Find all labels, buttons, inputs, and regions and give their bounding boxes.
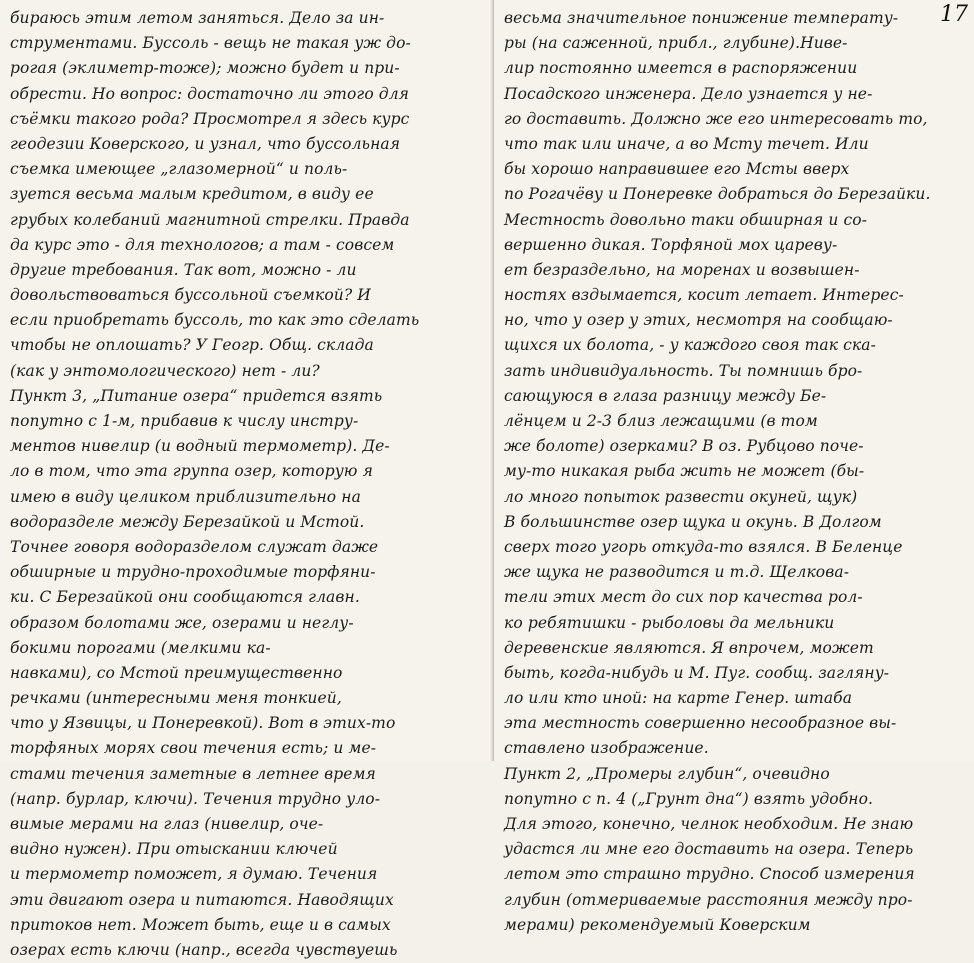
handwritten-line: Точнее говоря водоразделом служат даже — [10, 537, 379, 556]
handwritten-line: (как у энтомологического) нет - ли? — [10, 361, 320, 380]
handwritten-line: го доставить. Должно же его интересовать то, — [504, 109, 928, 128]
handwritten-line: ло или кто иной: на карте Генер. штаба — [504, 689, 853, 708]
handwritten-line: водоразделе между Березайкой и Мстой. — [10, 512, 365, 531]
handwritten-line: весьма значительное понижение температу- — [504, 9, 899, 27]
handwritten-line: В большинстве озер щука и окунь. В Долгом — [504, 512, 882, 531]
handwritten-line: же щука не разводится и т.д. Щелкова- — [504, 563, 850, 582]
handwritten-line: вершенно дикая. Торфяной мох цареву- — [504, 235, 838, 254]
handwritten-line: по Рогачёву и Понеревке добраться до Березайки. — [504, 185, 931, 204]
handwritten-line: другие требования. Так вот, можно - ли — [10, 260, 357, 279]
left-page-text — [10, 6, 488, 963]
handwritten-line: и термометр поможет, я думаю. Течения — [10, 865, 378, 884]
handwritten-line: Местность довольно таки обширная и со- — [504, 210, 868, 229]
handwritten-line: съемка имеющее „глазомерной“ и поль- — [10, 160, 348, 179]
handwritten-line: имею в виду целиком приблизительно на — [10, 487, 361, 506]
right-page-text — [504, 6, 962, 963]
handwritten-line: струментами. Буссоль - вещь не такая уж до- — [10, 34, 411, 53]
handwritten-line: щихся их болота, - у каждого своя так ска- — [504, 336, 876, 355]
handwritten-line: тели этих мест до сих пор качества рол- — [504, 588, 863, 607]
handwritten-line: ставлено изображение. — [504, 739, 709, 758]
handwritten-line: ко ребятишки - рыболовы да мельники — [504, 613, 835, 632]
handwritten-line — [504, 938, 962, 963]
handwritten-line: летом это страшно трудно. Способ измерения — [504, 865, 915, 884]
handwritten-line: съёмки такого рода? Просмотрел я здесь курс — [10, 109, 410, 128]
handwritten-line: глубин (отмериваемые расстояния между про- — [504, 890, 913, 909]
handwritten-line: ментов нивелир (и водный термометр). Де- — [10, 437, 390, 456]
handwritten-line: ры (на саженной, прибл., глубине).Ниве- — [504, 34, 848, 53]
handwritten-line: ло в том, что эта группа озер, которую я — [10, 462, 373, 481]
handwritten-line: стами течения заметные в летнее время — [10, 764, 376, 783]
handwritten-line: обширные и трудно-проходимые торфяни- — [10, 563, 376, 582]
handwritten-line: обрести. Но вопрос: достаточно ли этого для — [10, 84, 410, 103]
handwritten-line: Для этого, конечно, челнок необходим. Не знаю — [504, 815, 914, 833]
handwritten-line: попутно с 1-м, прибавив к числу инстру- — [10, 412, 359, 430]
handwritten-line: (напр. бурлар, ключи). Течения трудно уло- — [10, 789, 381, 808]
handwritten-line: зать индивидуальность. Ты помнишь бро- — [504, 361, 863, 380]
handwritten-line: видно нужен). При отыскании ключей — [10, 840, 338, 859]
handwritten-line: притоков нет. Может быть, еще и в самых — [10, 915, 391, 934]
handwritten-line: навками), со Мстой преимущественно — [10, 663, 343, 682]
handwritten-line: грубых колебаний магнитной стрелки. Правда — [10, 210, 410, 229]
handwritten-line: бокими порогами (мелкими ка- — [10, 638, 271, 657]
handwritten-line: но, что у озер у этих, несмотря на сообщаю- — [504, 311, 893, 330]
handwritten-line: да курс это - для технологов; а там - совсем — [10, 235, 395, 254]
handwritten-line: сверх того угорь откуда-то взялся. В Беленце — [504, 537, 903, 556]
handwritten-line: бираюсь этим летом заняться. Дело за ин- — [10, 9, 385, 27]
handwritten-line: ет безраздельно, на моренах и возвышен- — [504, 260, 860, 279]
handwritten-line: довольствоваться буссольной съемкой? И — [10, 286, 371, 305]
handwritten-line: лир постоянно имеется в распоряжении — [504, 59, 858, 78]
handwritten-line: эта местность совершенно несообразное вы- — [504, 714, 897, 733]
handwritten-line: речками (интересными меня тонкией, — [10, 689, 342, 708]
handwritten-line: зуется весьма малым кредитом, в виду ее — [10, 185, 374, 204]
handwritten-line: озерах есть ключи (напр., всегда чувствуешь — [10, 940, 398, 959]
handwritten-line: бы хорошо направившее его Мсты вверх — [504, 160, 850, 179]
right-page — [494, 0, 974, 934]
handwritten-line: быть, когда-нибудь и М. Пуг. сообщ. загляну- — [504, 663, 890, 682]
handwritten-line: деревенские являются. Я впрочем, может — [504, 638, 874, 657]
handwritten-line: образом болотами же, озерами и неглу- — [10, 613, 354, 632]
handwritten-line: ло много попыток развести окуней, щук) — [504, 487, 858, 506]
handwritten-line: Посадского инженера. Дело узнается у не- — [504, 84, 873, 103]
handwritten-line: ностях вздымается, косит летает. Интерес- — [504, 286, 904, 305]
handwritten-line: вимые мерами на глаз (нивелир, оче- — [10, 815, 324, 833]
page-number: 17 — [940, 2, 968, 27]
handwritten-line: Пункт 3, „Питание озера“ придется взять — [10, 386, 383, 405]
handwritten-line: чтобы не оплошать? У Геогр. Общ. склада — [10, 336, 374, 355]
handwritten-line: лёнцем и 2-3 близ лежащими (в том — [504, 412, 818, 430]
handwritten-line: му-то никакая рыба жить не может (бы- — [504, 462, 865, 481]
handwritten-line: рогая (эклиметр-тоже); можно будет и при- — [10, 59, 400, 78]
handwritten-line: Пункт 2, „Промеры глубин“, очевидно — [504, 764, 830, 783]
handwritten-line: геодезии Коверского, и узнал, что буссольная — [10, 134, 401, 153]
handwritten-line: эти двигают озера и питаются. Наводящих — [10, 890, 394, 909]
handwritten-line: если приобретать буссоль, то как это сделать — [10, 311, 420, 330]
handwritten-line: мерами) рекомендуемый Коверским — [504, 915, 811, 934]
handwritten-line: что у Язвицы, и Понеревкой). Вот в этих-то — [10, 714, 396, 733]
handwritten-line: сающуюся в глаза разницу между Бе- — [504, 386, 827, 405]
handwritten-line: удастся ли мне его доставить на озера. Теперь — [504, 840, 914, 859]
handwritten-line: торфяных морях свои течения есть; и ме- — [10, 739, 377, 758]
handwritten-line: же болоте) озерками? В оз. Рубцово поче- — [504, 437, 864, 456]
handwritten-line: попутно с п. 4 („Грунт дна“) взять удобно. — [504, 789, 874, 808]
handwritten-line: ки. С Березайкой они сообщаются главн. — [10, 588, 360, 607]
handwritten-line: что так или иначе, а во Мсту течет. Или — [504, 134, 869, 153]
